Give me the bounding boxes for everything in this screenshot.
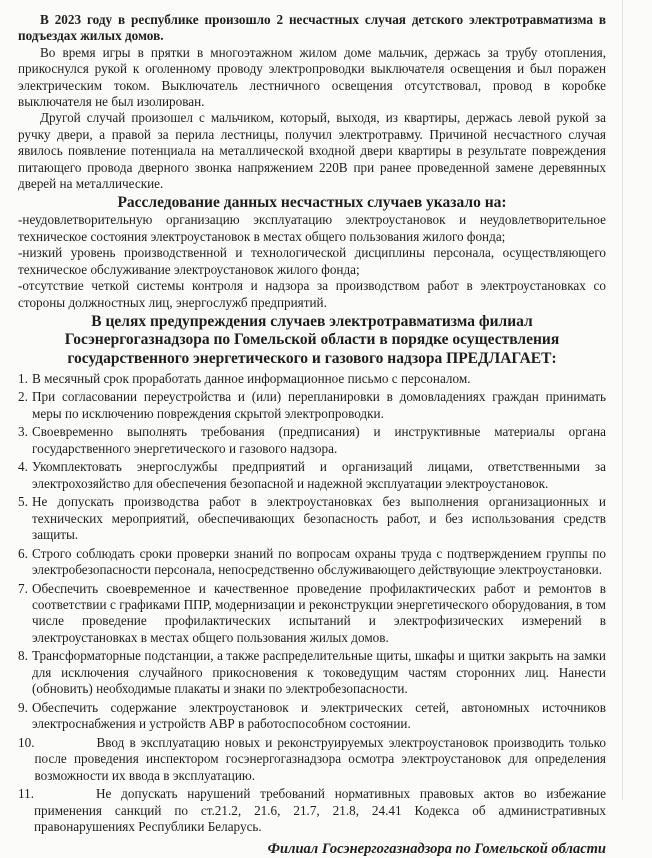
item-text: Не допускать производства работ в электроустановках без выполнения организационных и технических мероприятий, обеспечивающих безопасность работ, и без использования средств защиты. <box>32 494 606 542</box>
case-paragraph-1: Во время игры в прятки в многоэтажном жилом доме мальчик, держась за трубу отопления, прикоснулся рукой к оголенному проводу электропроводки выключателя освещения и был поражен электрическим током. Выключатель лестничного освещения отсутствовал, провод в коробке выключателя не был изолирован. <box>18 44 606 110</box>
scan-fold-line <box>622 0 623 800</box>
list-item <box>18 424 606 457</box>
case-paragraph-2: Другой случай произошел с мальчиком, который, выходя, из квартиры, держась левой рукой за ручку двери, а правой за перила лестницы, получил электротравму. Причиной несчастного случая явилось появление потенциала на металлической входной двери квартиры в результате повреждения питающего провода дверного звонка напряжением 220В при ранее проведенной замене деревянных дверей на металлические. <box>18 110 606 192</box>
list-item <box>18 648 606 697</box>
list-item <box>18 494 606 543</box>
item-text: Строго соблюдать сроки проверки знаний по вопросам охраны труда с подтверждением группы по электробезопасности персонала, непосредственно обслуживающего действующие электроустановки. <box>32 545 606 577</box>
item-text: Не допускать нарушений требований нормативных правовых актов во избежание применения санкций по ст.21.2, 21.6, 21.7, 21.8, 24.41 Кодекса об административных правонарушениях Республики Беларусь. <box>34 786 606 835</box>
item-number: 1. <box>18 370 28 386</box>
item-text: Своевременно выполнять требования (предписания) и инструктивные материалы органа государственного энергетического и газового надзора. <box>32 424 606 456</box>
item-number: 2. <box>18 389 28 405</box>
item-number: 10. <box>18 734 35 750</box>
item-text: При согласовании переустройства и (или) перепланировки в домовладениях граждан принимать меры по исключению повреждения скрытой электропроводки. <box>32 389 606 421</box>
item-number: 3. <box>18 424 28 440</box>
item-text: Укомплектовать энергослужбы предприятий и организаций лицами, ответственными за электрохозяйство для обеспечения безопасной и надежной эксплуатации электроустановок. <box>32 459 606 491</box>
item-number: 6. <box>18 545 28 561</box>
item-text: Обеспечить содержание электроустановок и электрических сетей, автономных источников электроснабжения и устройств АВР в работоспособном состоянии. <box>32 699 606 732</box>
proposal-heading <box>18 313 606 369</box>
list-item <box>18 786 606 835</box>
finding-1: -неудовлетворительную организацию эксплуатацию электроустановок и неудовлетворительное техническое состояния электроустановок в местах общего пользования жилого фонда; <box>18 212 606 244</box>
signature: Филиал Госэнергогазнадзора по Гомельской области <box>267 841 606 858</box>
item-text: В месячный срок проработать данное информационное письмо с персоналом. <box>32 370 471 386</box>
item-number: 9. <box>18 699 28 715</box>
list-item <box>18 700 606 733</box>
item-number: 4. <box>18 459 28 475</box>
proposal-heading-line: В целях предупреждения случаев электротравматизма филиал <box>91 312 533 330</box>
item-text: Обеспечить своевременное и качественное проведение профилактических работ и ремонтов в соответствии с графиками ППР, модернизации и реконструкции энергетического оборудования, в том числе проведение профилактических испытаний и электрофизических измерений в электроустановках в местах общего пользования жилых домов. <box>32 580 606 645</box>
item-text: Ввод в эксплуатацию новых и реконструируемых электроустановок производить только после проведения инспектором госэнергогазнадзора осмотра электроустановок для определения возможности их ввода в эксплуатацию. <box>34 734 606 783</box>
proposal-list <box>18 371 606 836</box>
proposal-heading-line: Госэнергогазнадзора по Гомельской области в порядке осуществления <box>64 331 560 349</box>
item-number: 8. <box>18 648 28 664</box>
document-page <box>18 12 606 858</box>
list-item <box>18 581 606 647</box>
list-item <box>18 371 606 387</box>
list-item <box>18 459 606 492</box>
proposal-heading-line: государственного энергетического и газового надзора ПРЕДЛАГАЕТ: <box>67 349 557 367</box>
item-number: 11. <box>18 786 34 802</box>
item-number: 5. <box>18 494 28 510</box>
finding-2: -низкий уровень производственной и технологической дисциплины персонала, осуществляющего техническое обслуживание электроустановок жилого фонда; <box>18 245 606 277</box>
finding-3: -отсутствие четкой системы контроля и надзора за производством работ в электроустановках со стороны должностных лиц, энергослужб предприятий. <box>18 278 606 310</box>
list-item <box>18 735 606 784</box>
intro-statement: В 2023 году в республике произошло 2 несчастных случая детского электротравматизма в подъездах жилых домов. <box>18 12 606 44</box>
item-text: Трансформаторные подстанции, а также распределительные щиты, шкафы и щитки закрыть на замки для исключения случайного прикосновения к токоведущим частям сторонних лиц. Нанести (обновить) необходимые плакаты и знаки по электробезопасности. <box>32 648 606 697</box>
item-number: 7. <box>18 580 28 596</box>
list-item <box>18 546 606 579</box>
list-item <box>18 389 606 422</box>
investigation-heading: Расследование данных несчастных случаев указало на: <box>117 194 507 212</box>
